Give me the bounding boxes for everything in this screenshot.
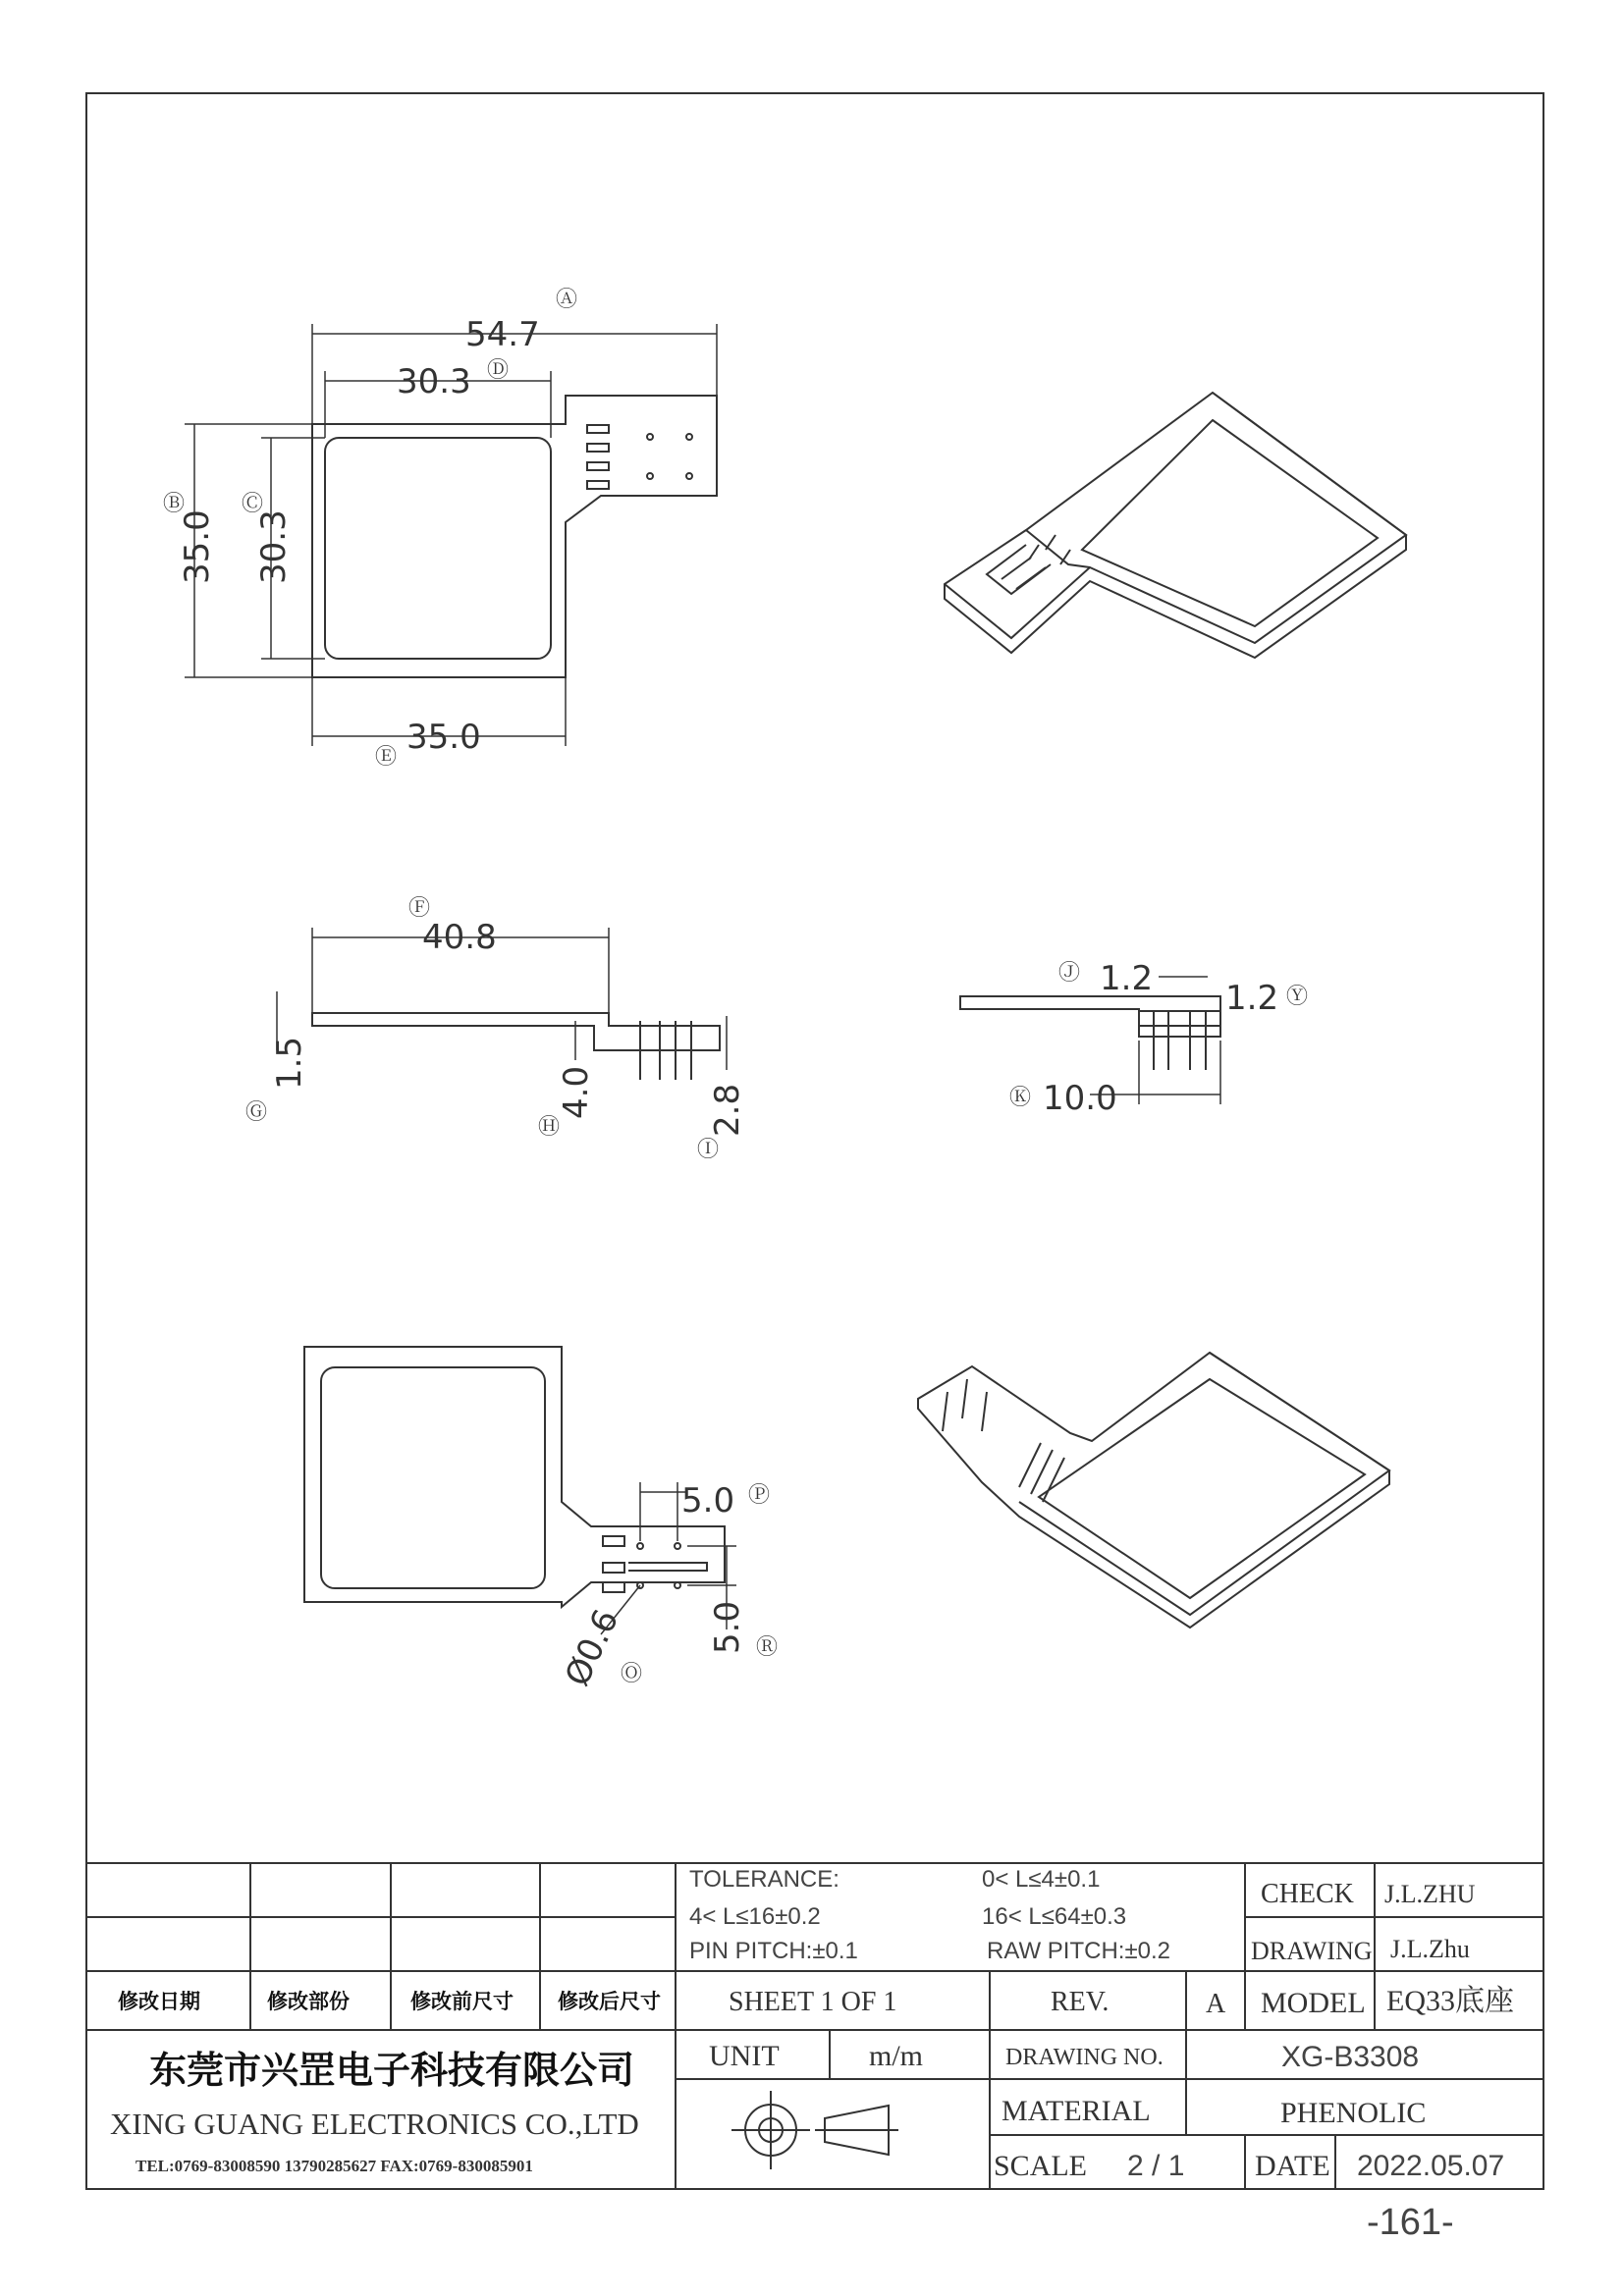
model-value: EQ33底座 <box>1386 1985 1514 2017</box>
rev-value: A <box>1206 1989 1226 2019</box>
rev-header-2: 修改部份 <box>267 1990 350 2013</box>
dim-p-value: 5.0 <box>681 1481 735 1521</box>
dim-r-value: 5.0 <box>708 1600 747 1654</box>
dim-d-marker: Ⓓ <box>487 358 510 383</box>
dim-j-value: 1.2 <box>1100 959 1154 998</box>
dim-j-marker: Ⓙ <box>1058 961 1081 986</box>
dim-c-marker: Ⓒ <box>242 492 264 516</box>
dim-i-value: 2.8 <box>708 1083 747 1137</box>
dim-e-value: 35.0 <box>406 718 481 757</box>
company-name-cn: 东莞市兴罡电子科技有限公司 <box>149 2049 635 2092</box>
rev-label: REV. <box>1051 1987 1110 2017</box>
tolerance-1: 0< L≤4±0.1 <box>982 1866 1101 1893</box>
side-view <box>277 928 727 1080</box>
raw-pitch: RAW PITCH:±0.2 <box>987 1938 1170 1964</box>
company-contact: TEL:0769-83008590 13790285627 FAX:0769-830085901 <box>135 2157 533 2175</box>
dim-b-value: 35.0 <box>178 509 217 584</box>
dim-p-marker: Ⓟ <box>748 1483 771 1508</box>
check-label: CHECK <box>1261 1879 1354 1909</box>
scale-label: SCALE <box>994 2150 1088 2182</box>
dim-y-marker: Ⓨ <box>1286 985 1309 1009</box>
dim-o-marker: Ⓞ <box>621 1662 643 1686</box>
company-name-en: XING GUANG ELECTRONICS CO.,LTD <box>110 2107 639 2141</box>
unit-value: m/m <box>869 2040 924 2072</box>
dim-k-value: 10.0 <box>1043 1079 1117 1118</box>
dim-g-marker: Ⓖ <box>245 1100 268 1125</box>
dim-a-value: 54.7 <box>465 315 540 354</box>
rev-header-3: 修改前尺寸 <box>410 1990 514 2013</box>
dim-c-value: 30.3 <box>254 509 294 584</box>
dim-h-marker: Ⓗ <box>538 1115 561 1140</box>
drawing-label: DRAWING <box>1251 1937 1373 1965</box>
dim-f-value: 40.8 <box>422 918 497 957</box>
unit-label: UNIT <box>709 2040 780 2072</box>
drawing-no-label: DRAWING NO. <box>1005 2045 1164 2070</box>
isometric-view-top <box>945 393 1406 658</box>
sheet-text: SHEET 1 OF 1 <box>729 1987 897 2017</box>
rev-header-1: 修改日期 <box>118 1990 200 2013</box>
tolerance-2: 4< L≤16±0.2 <box>689 1903 821 1930</box>
drawing-value: J.L.Zhu <box>1390 1935 1470 1963</box>
dim-k-marker: Ⓚ <box>1009 1086 1032 1110</box>
page-number: -161- <box>1367 2202 1454 2243</box>
dim-a-marker: Ⓐ <box>556 288 578 312</box>
dim-o-value: Ø0.6 <box>557 1603 627 1692</box>
dim-e-marker: Ⓔ <box>375 745 398 770</box>
material-label: MATERIAL <box>1001 2095 1151 2127</box>
rev-header-4: 修改后尺寸 <box>558 1990 661 2013</box>
material-value: PHENOLIC <box>1280 2097 1427 2129</box>
pin-pitch: PIN PITCH:±0.1 <box>689 1938 858 1964</box>
date-value: 2022.05.07 <box>1357 2150 1505 2182</box>
dim-r-marker: Ⓡ <box>756 1635 779 1660</box>
date-label: DATE <box>1255 2150 1330 2182</box>
scale-value: 2 / 1 <box>1127 2150 1185 2182</box>
dim-h-value: 4.0 <box>557 1065 596 1119</box>
dim-f-marker: Ⓕ <box>408 896 431 921</box>
drawing-no-value: XG-B3308 <box>1281 2041 1420 2073</box>
dim-y-value: 1.2 <box>1225 979 1279 1018</box>
bottom-view <box>304 1347 736 1634</box>
dim-g-value: 1.5 <box>270 1036 309 1090</box>
dim-b-marker: Ⓑ <box>163 492 186 516</box>
isometric-view-bottom <box>918 1353 1389 1628</box>
tolerance-label: TOLERANCE: <box>689 1866 839 1893</box>
tolerance-3: 16< L≤64±0.3 <box>982 1903 1127 1930</box>
dim-d-value: 30.3 <box>397 362 471 401</box>
dim-i-marker: Ⓘ <box>697 1138 720 1162</box>
check-value: J.L.ZHU <box>1384 1880 1476 1908</box>
model-label: MODEL <box>1261 1987 1366 2019</box>
